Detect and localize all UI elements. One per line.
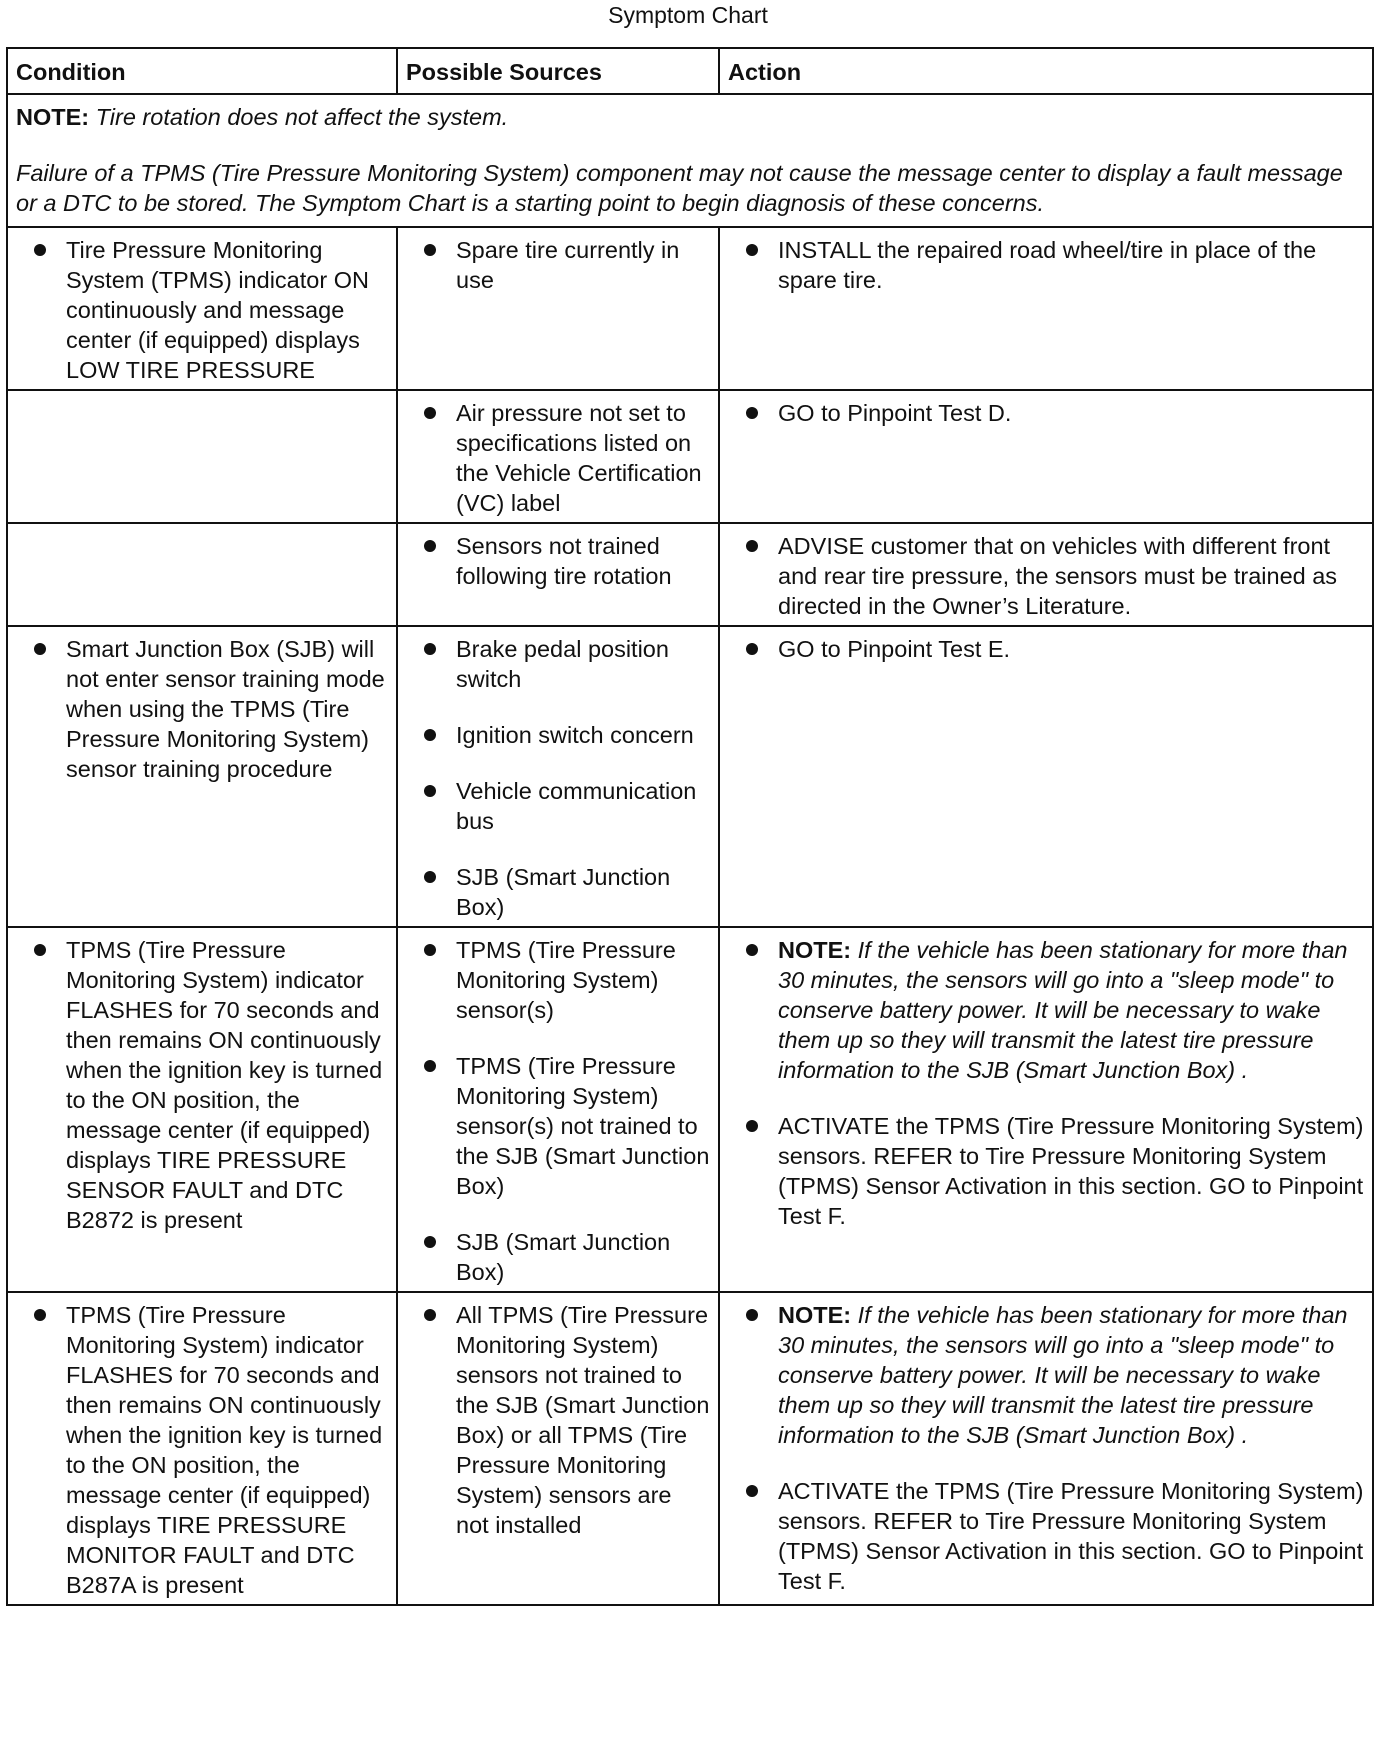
bullet-icon: [424, 871, 436, 883]
chart-title: Symptom Chart: [608, 2, 768, 28]
condition-item: [16, 1300, 388, 1600]
actions-list: [728, 634, 1364, 664]
action-item-text: GO to Pinpoint Test D.: [778, 400, 1012, 426]
bullet-icon: [34, 244, 46, 256]
symptom-table: [6, 47, 1374, 1606]
source-item-text: SJB (Smart Junction Box): [456, 864, 671, 920]
bullet-icon: [424, 407, 436, 419]
condition-cell: [7, 927, 397, 1292]
action-item-text: GO to Pinpoint Test E.: [778, 636, 1011, 662]
action-note-text: If the vehicle has been stationary for more than 30 minutes, the sensors will go into a "sleep mode" to conserve battery power. It will be necessary to wake them up so they will transmit the latest tire pressure information to the SJB (Smart Junction Box) .: [778, 937, 1348, 1083]
sources-list: [406, 235, 710, 295]
action-item: [728, 531, 1364, 621]
table-row: [7, 1292, 1373, 1605]
header-row: [7, 48, 1373, 94]
table-row: [7, 227, 1373, 390]
action-item-text: INSTALL the repaired road wheel/tire in place of the spare tire.: [778, 237, 1317, 293]
bullet-icon: [424, 643, 436, 655]
sources-cell: [397, 523, 719, 626]
action-item: [728, 398, 1364, 428]
bullet-icon: [34, 1309, 46, 1321]
bullet-icon: [424, 1060, 436, 1072]
action-note-label: NOTE:: [778, 1302, 852, 1328]
source-item-text: Spare tire currently in use: [456, 237, 680, 293]
sources-cell: [397, 626, 719, 927]
note-line-2: Failure of a TPMS (Tire Pressure Monitoring System) component may not cause the message center to display a fault message or a DTC to be stored. The Symptom Chart is a starting point to begin diagnosis of these concerns.: [16, 160, 1343, 216]
table-row: [7, 927, 1373, 1292]
bullet-icon: [34, 944, 46, 956]
actions-list: [728, 235, 1364, 295]
action-item: [728, 634, 1364, 664]
bullet-icon: [424, 1309, 436, 1321]
action-cell: [719, 523, 1373, 626]
condition-item: [16, 235, 388, 385]
condition-item-text: TPMS (Tire Pressure Monitoring System) indicator FLASHES for 70 seconds and then remains ON continuously when the ignition key is turned to the ON position, the message center (if equipped) displays TIRE PRESSURE SENSOR FAULT and DTC B2872 is present: [66, 937, 383, 1233]
header-action: Action: [719, 48, 1373, 94]
condition-item-text: Smart Junction Box (SJB) will not enter sensor training mode when using the TPMS (Tire Pressure Monitoring System) sensor training procedure: [66, 636, 385, 782]
condition-item: [16, 935, 388, 1235]
bullet-icon: [746, 540, 758, 552]
action-cell: [719, 927, 1373, 1292]
note-line-1: Tire rotation does not affect the system.: [95, 104, 509, 130]
action-item: [728, 1476, 1364, 1596]
bullet-icon: [746, 244, 758, 256]
source-item: [406, 531, 710, 591]
actions-list: [728, 531, 1364, 621]
source-item-text: Air pressure not set to specifications listed on the Vehicle Certification (VC) label: [456, 400, 702, 516]
action-note-text: If the vehicle has been stationary for more than 30 minutes, the sensors will go into a "sleep mode" to conserve battery power. It will be necessary to wake them up so they will transmit the latest tire pressure information to the SJB (Smart Junction Box) .: [778, 1302, 1348, 1448]
source-item-text: Sensors not trained following tire rotation: [456, 533, 672, 589]
action-item: [728, 235, 1364, 295]
action-cell: [719, 390, 1373, 523]
source-item: [406, 634, 710, 694]
sources-cell: [397, 227, 719, 390]
header-condition: Condition: [7, 48, 397, 94]
actions-list: [728, 398, 1364, 428]
source-item-text: TPMS (Tire Pressure Monitoring System) sensor(s): [456, 937, 676, 1023]
actions-list: [728, 935, 1364, 1231]
table-row: [7, 523, 1373, 626]
condition-cell: [7, 227, 397, 390]
action-item-text: ADVISE customer that on vehicles with different front and rear tire pressure, the sensors must be trained as directed in the Owner’s Literature.: [778, 533, 1338, 619]
sources-list: [406, 1300, 710, 1540]
source-item: [406, 935, 710, 1025]
source-item: [406, 1227, 710, 1287]
sources-cell: [397, 390, 719, 523]
note-label: NOTE:: [16, 104, 90, 130]
bullet-icon: [424, 540, 436, 552]
bullet-icon: [424, 944, 436, 956]
condition-list: [16, 935, 388, 1235]
action-note-item: [728, 1300, 1364, 1450]
condition-item-text: TPMS (Tire Pressure Monitoring System) indicator FLASHES for 70 seconds and then remains ON continuously when the ignition key is turned to the ON position, the message center (if equipped) displays TIRE PRESSURE MONITOR FAULT and DTC B287A is present: [66, 1302, 383, 1598]
action-item: [728, 1111, 1364, 1231]
action-cell: [719, 227, 1373, 390]
condition-cell: [7, 523, 397, 626]
action-note-item: [728, 935, 1364, 1085]
source-item: [406, 235, 710, 295]
source-item: [406, 398, 710, 518]
bullet-icon: [746, 1120, 758, 1132]
table-row: [7, 390, 1373, 523]
source-item-text: All TPMS (Tire Pressure Monitoring System) sensors not trained to the SJB (Smart Junction Box) or all TPMS (Tire Pressure Monitoring System) sensors are not installed: [456, 1302, 710, 1538]
sources-list: [406, 398, 710, 518]
header-possible-sources: Possible Sources: [397, 48, 719, 94]
table-row: [7, 626, 1373, 927]
source-item-text: TPMS (Tire Pressure Monitoring System) sensor(s) not trained to the SJB (Smart Junction Box): [456, 1053, 710, 1199]
source-item: [406, 862, 710, 922]
action-item-text: ACTIVATE the TPMS (Tire Pressure Monitoring System) sensors. REFER to Tire Pressure Monitoring System (TPMS) Sensor Activation in this section. GO to Pinpoint Test F.: [778, 1113, 1364, 1229]
general-note: [7, 94, 1373, 227]
bullet-icon: [424, 785, 436, 797]
source-item: [406, 776, 710, 836]
note-row: [7, 94, 1373, 227]
actions-list: [728, 1300, 1364, 1596]
source-item-text: Vehicle communication bus: [456, 778, 697, 834]
bullet-icon: [746, 407, 758, 419]
condition-list: [16, 1300, 388, 1600]
bullet-icon: [34, 643, 46, 655]
bullet-icon: [746, 944, 758, 956]
sources-list: [406, 935, 710, 1287]
condition-list: [16, 634, 388, 784]
action-cell: [719, 626, 1373, 927]
sources-list: [406, 634, 710, 922]
bullet-icon: [424, 1236, 436, 1248]
condition-item-text: Tire Pressure Monitoring System (TPMS) indicator ON continuously and message center (if equipped) displays LOW TIRE PRESSURE: [66, 237, 369, 383]
condition-list: [16, 235, 388, 385]
action-item-text: ACTIVATE the TPMS (Tire Pressure Monitoring System) sensors. REFER to Tire Pressure Monitoring System (TPMS) Sensor Activation in this section. GO to Pinpoint Test F.: [778, 1478, 1364, 1594]
sources-cell: [397, 1292, 719, 1605]
condition-cell: [7, 1292, 397, 1605]
action-note-label: NOTE:: [778, 937, 852, 963]
source-item-text: SJB (Smart Junction Box): [456, 1229, 671, 1285]
source-item-text: Brake pedal position switch: [456, 636, 669, 692]
bullet-icon: [424, 729, 436, 741]
bullet-icon: [424, 244, 436, 256]
action-cell: [719, 1292, 1373, 1605]
source-item-text: Ignition switch concern: [456, 722, 694, 748]
source-item: [406, 1051, 710, 1201]
sources-list: [406, 531, 710, 591]
condition-cell: [7, 626, 397, 927]
condition-item: [16, 634, 388, 784]
condition-cell: [7, 390, 397, 523]
bullet-icon: [746, 643, 758, 655]
source-item: [406, 1300, 710, 1540]
source-item: [406, 720, 710, 750]
bullet-icon: [746, 1485, 758, 1497]
bullet-icon: [746, 1309, 758, 1321]
sources-cell: [397, 927, 719, 1292]
